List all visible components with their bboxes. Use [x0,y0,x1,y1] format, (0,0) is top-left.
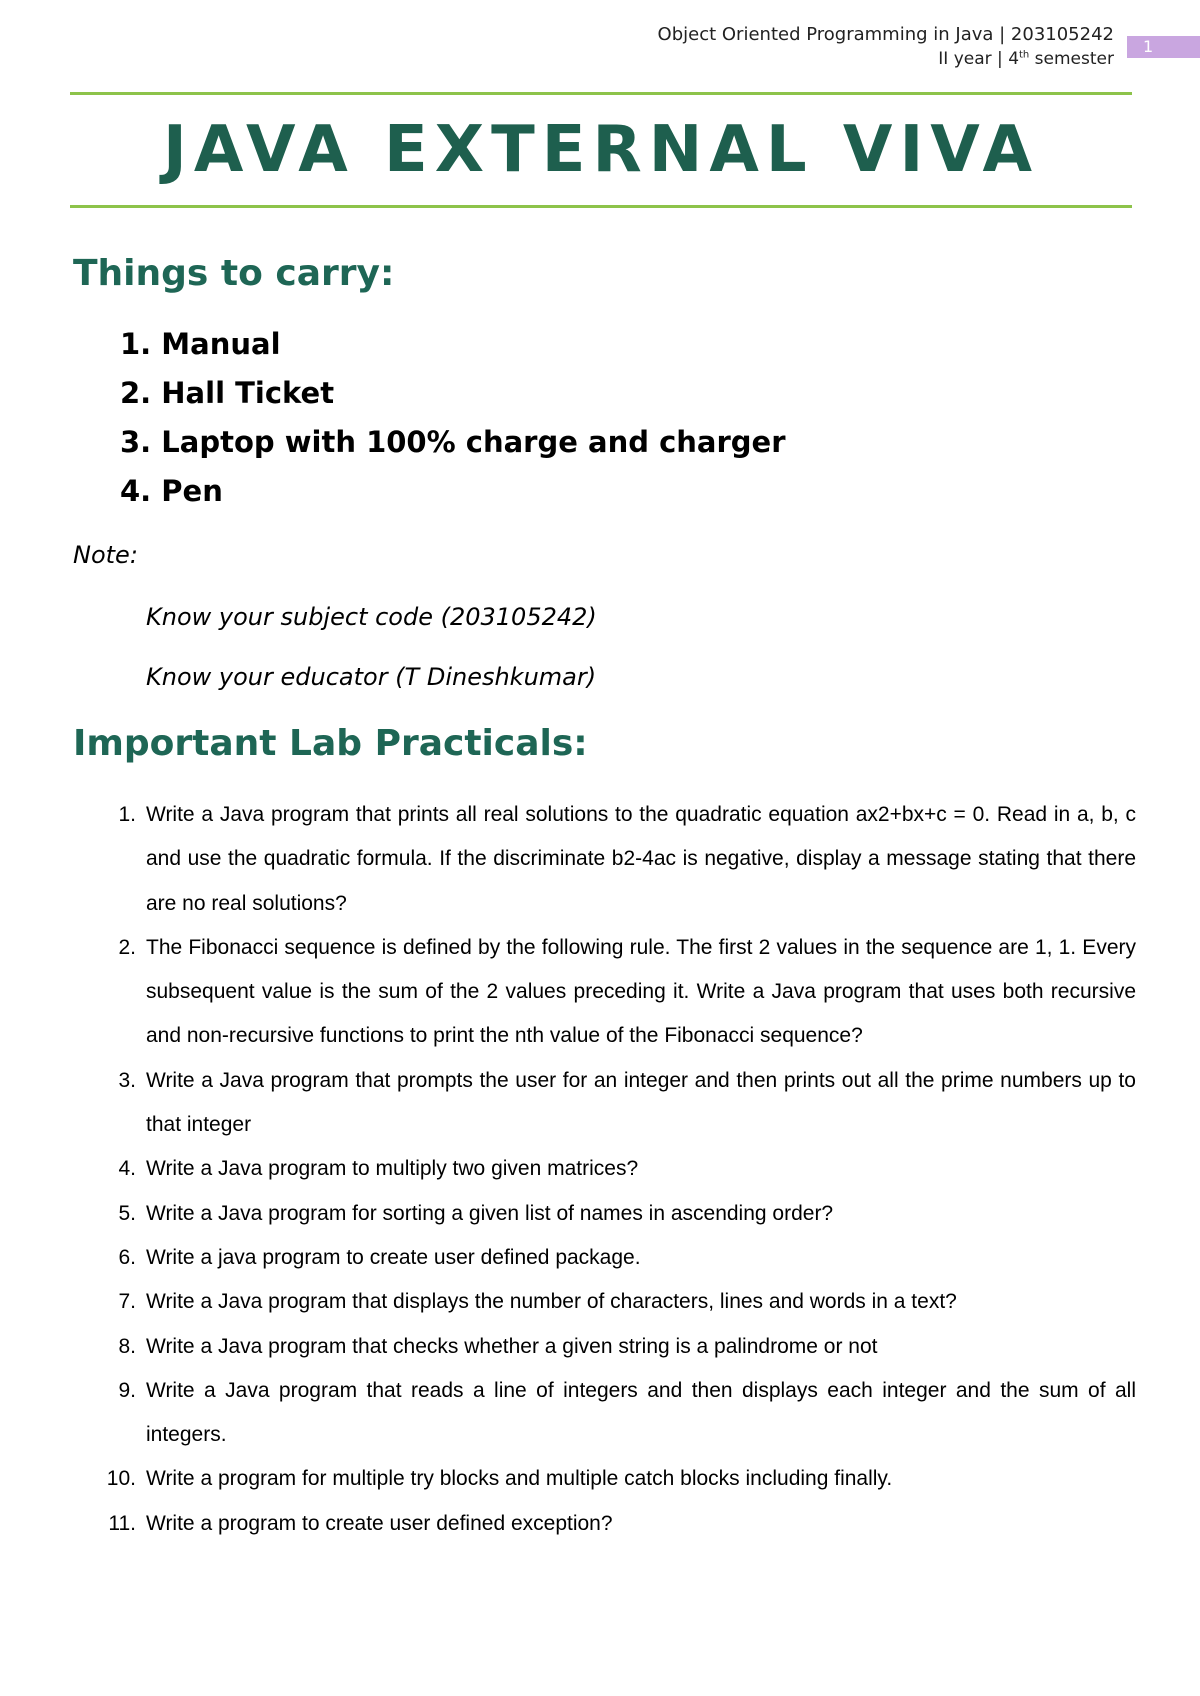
carry-item: 1. Manual [120,327,281,361]
lab-practicals-list [96,793,1136,1546]
list-item-text: Write a Java program that prompts the user for an integer and then prints out all the prime numbers up to that integer [146,1068,1136,1137]
list-item [96,1059,1136,1148]
header-year-prefix: II year | 4 [938,49,1020,69]
list-item-number: 10. [106,1467,136,1491]
list-item-number: 8. [118,1334,136,1358]
list-item [96,1236,1136,1280]
title-bottom-rule [70,205,1132,208]
header-year-suffix: semester [1029,49,1114,69]
list-item-text: Write a Java program for sorting a given list of names in ascending order? [146,1201,834,1225]
header-course-line: Object Oriented Programming in Java | 203105242 [657,24,1114,45]
list-item [96,1325,1136,1369]
note-subject-code: Know your subject code (203105242) [146,603,597,631]
list-item [96,1280,1136,1324]
page-number-badge: 1 [1127,36,1200,58]
carry-item: 3. Laptop with 100% charge and charger [120,425,786,459]
list-item [96,1192,1136,1236]
list-item-number: 3. [118,1068,136,1092]
list-item-number: 5. [118,1201,136,1225]
things-to-carry-list [120,320,786,516]
header-year-line [658,47,1114,72]
list-item-number: 6. [118,1245,136,1269]
list-item-text: Write a Java program that displays the number of characters, lines and words in a text? [146,1290,957,1314]
list-item-text: Write a Java program to multiply two given matrices? [146,1157,639,1181]
list-item-text: Write a program for multiple try blocks and multiple catch blocks including finally. [146,1467,893,1491]
page-header [658,22,1114,72]
things-to-carry-heading: Things to carry: [73,253,395,294]
list-item [96,926,1136,1059]
list-item [96,1502,1136,1546]
carry-item: 4. Pen [120,474,223,508]
list-item-text: Write a Java program that reads a line of integers and then displays each integer and the sum of all integers. [146,1378,1136,1447]
note-label: Note: [73,541,138,569]
list-item [96,1369,1136,1458]
list-item-number: 2. [118,935,136,959]
note-educator: Know your educator (T Dineshkumar) [146,663,597,691]
list-item-text: Write a Java program that prints all real solutions to the quadratic equation ax2+bx+c = 0. Read in a, b, c and use the quadratic formula. If the discriminate b2-4ac is negative, display a message stating that there are no real solutions? [146,803,1136,915]
list-item-text: Write a Java program that checks whether a given string is a palindrome or not [146,1334,878,1358]
list-item-number: 11. [108,1511,136,1535]
header-year-sup: th [1019,49,1030,61]
list-item [96,1457,1136,1501]
list-item-number: 7. [118,1290,136,1314]
list-item-text: Write a program to create user defined exception? [146,1511,613,1535]
carry-item: 2. Hall Ticket [120,376,335,410]
list-item [96,1147,1136,1191]
lab-practicals-heading: Important Lab Practicals: [73,723,588,764]
list-item [96,793,1136,926]
title-top-rule [70,92,1132,95]
list-item-number: 4. [118,1157,136,1181]
list-item-text: Write a java program to create user defined package. [146,1245,641,1269]
list-item-number: 9. [118,1378,136,1402]
list-item-number: 1. [118,803,136,826]
list-item-text: The Fibonacci sequence is defined by the following rule. The first 2 values in the sequence are 1, 1. Every subsequent value is the sum of the 2 values preceding it. Write a Java program that uses both recursive and non-recursive functions to print the nth value of the Fibonacci sequence? [146,935,1136,1048]
document-title: JAVA EXTERNAL VIVA [163,113,1039,187]
